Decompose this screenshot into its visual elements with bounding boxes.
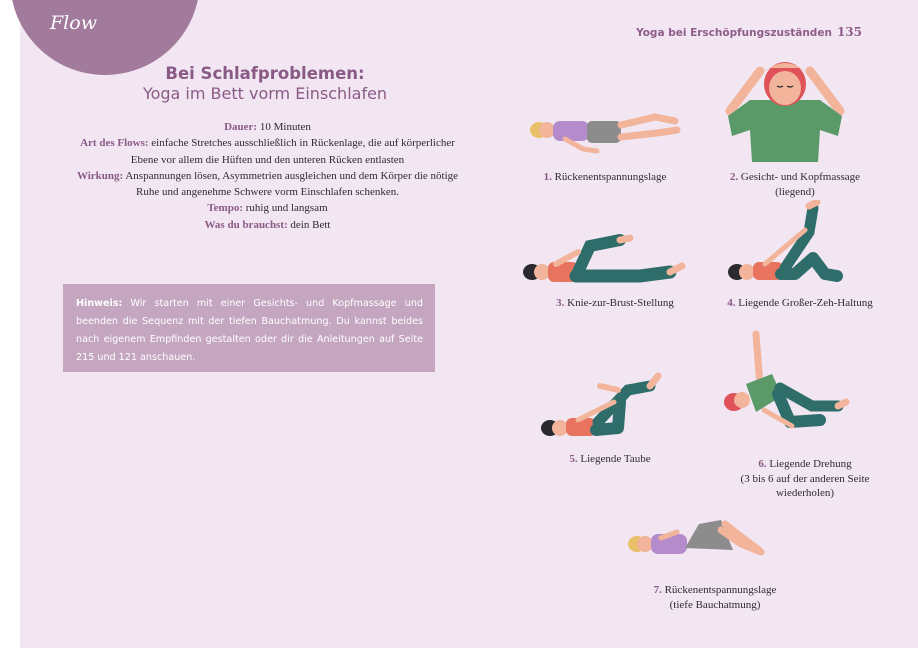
info-value: 10 Minuten bbox=[259, 121, 311, 133]
info-label: Wirkung: bbox=[76, 169, 124, 182]
info-effect bbox=[75, 168, 460, 201]
pose-7-caption: 7. Rückenentspannungslage (tiefe Bauchatmung) bbox=[630, 583, 800, 612]
info-duration bbox=[75, 119, 460, 135]
info-value: einfache Stretches ausschließlich in Rückenlage, die auf körperlicher Ebene vor allem die Hüften und den unteren Rücken entlasten bbox=[130, 137, 455, 166]
pose-4-illustration bbox=[725, 200, 855, 290]
info-flow bbox=[75, 135, 460, 168]
running-header bbox=[636, 25, 862, 39]
pose-7-subcaption: (tiefe Bauchatmung) bbox=[669, 598, 761, 611]
pose-5-caption: 5. Liegende Taube bbox=[569, 453, 651, 465]
flow-info bbox=[75, 119, 460, 233]
pose-2-caption: 2. Gesicht- und Kopfmassage (liegend) bbox=[729, 171, 861, 198]
info-label: Was du brauchst: bbox=[204, 218, 288, 231]
pose-3-caption: 3. Knie-zur-Brust-Stellung bbox=[556, 297, 674, 309]
page-subtitle: Yoga im Bett vorm Einschlafen bbox=[142, 84, 388, 103]
section-label: Flow bbox=[50, 12, 97, 34]
info-value: Anspannungen lösen, Asymmetrien ausgleichen und dem Körper die nötige Ruhe und angenehme Schwere vorm Einschlafen schenken. bbox=[125, 169, 459, 199]
pose-6-subcaption: (3 bis 6 auf der anderen Seite wiederholen) bbox=[740, 472, 870, 499]
info-needs bbox=[75, 217, 460, 233]
hint-box bbox=[63, 284, 435, 372]
page-number: 135 bbox=[836, 25, 862, 39]
pose-1-illustration bbox=[525, 103, 685, 163]
pose-2-illustration bbox=[720, 56, 850, 166]
running-title: Yoga bei Erschöpfungszuständen bbox=[636, 27, 832, 39]
pose-3-illustration bbox=[520, 232, 690, 292]
info-label: Art des Flows: bbox=[80, 137, 149, 150]
pose-1-caption: 1. Rückenentspannungslage bbox=[543, 171, 667, 183]
pose-6-illustration bbox=[720, 330, 860, 440]
pose-5-illustration bbox=[538, 372, 678, 442]
page-title: Bei Schlafproblemen: bbox=[165, 64, 365, 83]
pose-7-illustration bbox=[625, 510, 775, 566]
pose-4-caption: 4. Liegende Großer-Zeh-Haltung bbox=[727, 297, 873, 309]
book-page bbox=[20, 0, 918, 648]
info-value: dein Bett bbox=[290, 218, 331, 231]
hint-label: Hinweis: bbox=[76, 298, 123, 309]
info-value: ruhig und langsam bbox=[245, 202, 328, 215]
hint-text: Wir starten mit einer Gesichts- und Kopfmassage und beenden die Sequenz mit der tiefen Bauchatmung. Du kannst beides nach eigenem Empfinden gestalten oder dir die Anleitungen auf Seite 215 und 121 anschauen. bbox=[76, 298, 423, 363]
info-label: Dauer: bbox=[224, 121, 258, 133]
pose-6-caption: 6. Liegende Drehung (3 bis 6 auf der anderen Seite wiederholen) bbox=[735, 457, 875, 501]
info-label: Tempo: bbox=[207, 202, 243, 215]
info-tempo bbox=[75, 200, 460, 216]
